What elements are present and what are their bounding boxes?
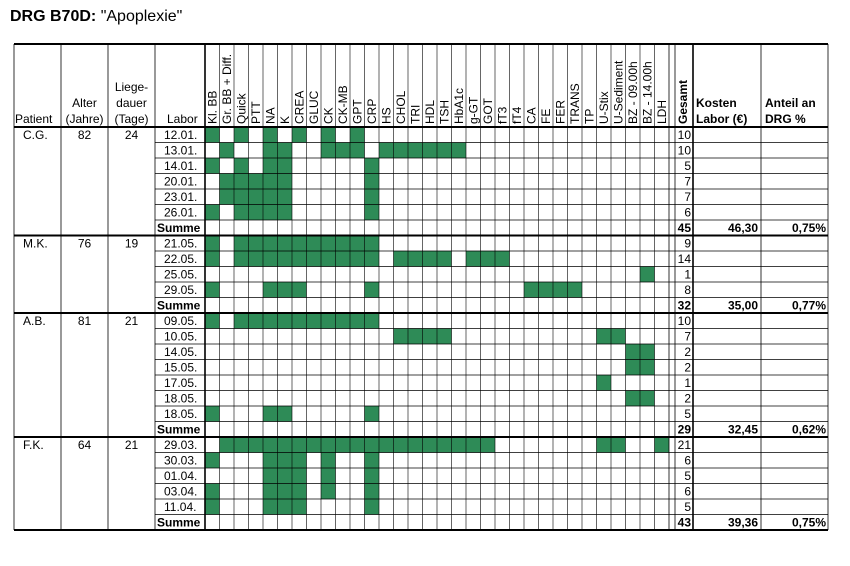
test-marker (234, 313, 249, 329)
test-marker (249, 205, 264, 221)
patient-tage: 21 (124, 438, 139, 452)
header-test: HS (379, 107, 394, 124)
test-marker (437, 437, 452, 453)
summe-anteil: 0,77% (791, 298, 826, 313)
labor-date: 30.03. (164, 453, 198, 468)
test-marker (321, 484, 336, 500)
summe-gesamt: 32 (677, 298, 691, 313)
test-marker (336, 313, 351, 329)
test-marker (263, 499, 278, 515)
test-marker (568, 282, 583, 298)
summe-kosten: 39,36 (727, 515, 758, 530)
test-marker (524, 282, 539, 298)
test-marker (423, 437, 438, 453)
test-marker (321, 313, 336, 329)
row-gesamt: 10 (677, 314, 691, 328)
summe-label: Summe (157, 515, 201, 530)
header-test: HbA1c (451, 87, 466, 124)
test-marker (205, 499, 220, 515)
test-marker (263, 468, 278, 484)
summe-anteil: 0,62% (791, 422, 826, 437)
test-marker (626, 360, 641, 376)
header-test: BZ - 14.00h (640, 61, 655, 124)
test-marker (365, 158, 380, 174)
test-marker (321, 453, 336, 469)
test-marker (205, 236, 220, 252)
test-marker (336, 236, 351, 252)
test-marker (263, 251, 278, 267)
test-marker (336, 251, 351, 267)
test-marker (452, 143, 467, 159)
test-marker (365, 174, 380, 190)
test-marker (205, 484, 220, 500)
row-gesamt: 5 (684, 407, 691, 421)
test-marker (205, 453, 220, 469)
summe-label: Summe (157, 221, 201, 235)
test-marker (292, 251, 307, 267)
test-marker (278, 437, 293, 453)
test-marker (553, 282, 568, 298)
header-liege: Liege- (114, 80, 149, 94)
labor-date: 25.05. (164, 267, 198, 282)
test-marker (321, 143, 336, 159)
test-marker (408, 437, 423, 453)
labor-date: 23.01. (164, 190, 198, 204)
row-gesamt: 7 (684, 190, 691, 204)
test-marker (597, 329, 612, 345)
test-marker (365, 205, 380, 221)
test-marker (292, 236, 307, 252)
test-marker (336, 143, 351, 159)
test-marker (205, 251, 220, 267)
labor-date: 15.05. (164, 360, 198, 375)
header-test: fT3 (495, 106, 510, 124)
row-gesamt: 9 (684, 236, 691, 251)
test-marker (321, 437, 336, 453)
test-marker (292, 282, 307, 298)
labor-date: 01.04. (164, 469, 198, 483)
test-marker (611, 437, 626, 453)
test-marker (437, 329, 452, 345)
labor-date: 17.05. (164, 376, 198, 390)
header-test: TRANS (567, 83, 582, 124)
header-test: CA (524, 107, 539, 124)
test-marker (365, 236, 380, 252)
header-labor: Labor (167, 112, 198, 126)
header-alter-unit: (Jahre) (65, 112, 104, 126)
test-marker (365, 453, 380, 469)
test-marker (278, 468, 293, 484)
test-marker (365, 406, 380, 422)
test-marker (278, 236, 293, 252)
test-marker (263, 174, 278, 190)
test-marker (292, 313, 307, 329)
patient-tage: 19 (124, 236, 139, 251)
test-marker (307, 236, 322, 252)
test-marker (278, 453, 293, 469)
test-marker (350, 127, 365, 143)
test-marker (365, 251, 380, 267)
test-marker (263, 406, 278, 422)
test-marker (626, 391, 641, 407)
test-marker (365, 468, 380, 484)
test-marker (234, 158, 249, 174)
header-test: CK (321, 107, 336, 124)
header-alter: Alter (72, 96, 97, 110)
test-marker (423, 329, 438, 345)
header-test: U-Sediment (611, 60, 626, 124)
test-marker (263, 143, 278, 159)
test-marker (263, 127, 278, 143)
test-marker (205, 205, 220, 221)
test-marker (249, 174, 264, 190)
test-marker (249, 251, 264, 267)
test-marker (292, 499, 307, 515)
test-marker (640, 391, 655, 407)
test-marker (611, 329, 626, 345)
summe-gesamt: 43 (677, 515, 691, 530)
test-marker (379, 437, 394, 453)
test-marker (350, 313, 365, 329)
test-marker (263, 189, 278, 205)
header-test: CHOL (393, 90, 408, 124)
row-gesamt: 21 (677, 438, 691, 452)
test-marker (249, 437, 264, 453)
test-marker (394, 329, 409, 345)
row-gesamt: 6 (684, 484, 691, 499)
row-gesamt: 2 (684, 391, 691, 406)
patient-name: A.B. (23, 314, 46, 328)
test-marker (539, 282, 554, 298)
summe-kosten: 46,30 (727, 221, 758, 235)
test-marker (220, 143, 235, 159)
header-test: PTT (248, 101, 263, 124)
test-marker (234, 174, 249, 190)
test-marker (278, 205, 293, 221)
header-test: FE (538, 108, 553, 124)
header-test: K (277, 115, 292, 124)
patient-name: M.K. (23, 236, 48, 251)
test-marker (321, 251, 336, 267)
header-test: TP (582, 108, 597, 124)
row-gesamt: 2 (684, 360, 691, 375)
summe-gesamt: 29 (677, 422, 691, 437)
test-marker (278, 251, 293, 267)
test-marker (249, 236, 264, 252)
header-test: U-Stix (596, 91, 611, 124)
test-marker (234, 205, 249, 221)
test-marker (263, 236, 278, 252)
labor-date: 29.03. (164, 438, 198, 452)
test-marker (365, 499, 380, 515)
header-test: GPT (350, 99, 365, 124)
header-anteil: Anteil an (765, 96, 816, 110)
test-marker (205, 313, 220, 329)
test-marker (292, 484, 307, 500)
row-gesamt: 10 (677, 128, 691, 142)
test-marker (379, 143, 394, 159)
header-test: Gr. BB + Diff. (219, 53, 234, 124)
test-marker (292, 127, 307, 143)
test-marker (394, 437, 409, 453)
test-marker (278, 406, 293, 422)
test-marker (423, 251, 438, 267)
labor-date: 11.04. (164, 500, 197, 514)
labor-date: 21.05. (164, 236, 198, 251)
test-marker (365, 437, 380, 453)
drg-name: "Apoplexie" (100, 8, 183, 25)
test-marker (249, 189, 264, 205)
header-test: TRI (408, 104, 423, 124)
labor-date: 22.05. (164, 252, 198, 266)
test-marker (205, 127, 220, 143)
labor-date: 13.01. (164, 143, 198, 158)
test-marker (263, 437, 278, 453)
header-test: CK-MB (335, 85, 350, 124)
test-marker (234, 127, 249, 143)
patient-tage: 24 (124, 128, 139, 142)
row-gesamt: 1 (684, 267, 691, 282)
test-marker (278, 143, 293, 159)
test-marker (597, 375, 612, 391)
test-marker (278, 313, 293, 329)
test-marker (263, 158, 278, 174)
test-marker (394, 143, 409, 159)
header-test: GOT (480, 98, 495, 124)
test-marker (307, 251, 322, 267)
header-test: HDL (422, 99, 437, 124)
summe-kosten: 32,45 (727, 422, 758, 437)
header-patient: Patient (15, 112, 53, 126)
row-gesamt: 6 (684, 453, 691, 468)
test-marker (408, 329, 423, 345)
patient-name: F.K. (23, 438, 44, 452)
labor-date: 18.05. (164, 391, 198, 406)
test-marker (234, 437, 249, 453)
test-marker (205, 282, 220, 298)
labor-date: 12.01. (164, 128, 198, 142)
test-marker (365, 189, 380, 205)
labor-date: 26.01. (164, 205, 198, 220)
test-marker (307, 313, 322, 329)
labor-date: 10.05. (164, 329, 198, 344)
test-marker (278, 158, 293, 174)
summe-label: Summe (157, 298, 201, 313)
header-test: g-GT (466, 96, 481, 124)
test-marker (263, 484, 278, 500)
row-gesamt: 14 (677, 252, 691, 266)
test-marker (321, 468, 336, 484)
header-test: LDH (654, 99, 669, 124)
test-marker (408, 143, 423, 159)
labor-date: 29.05. (164, 283, 198, 297)
test-marker (350, 143, 365, 159)
test-marker (292, 437, 307, 453)
test-marker (350, 251, 365, 267)
row-gesamt: 5 (684, 469, 691, 483)
test-marker (481, 251, 496, 267)
test-marker (292, 453, 307, 469)
test-marker (278, 282, 293, 298)
header-test: Kl. BB (205, 90, 220, 124)
test-marker (307, 437, 322, 453)
row-gesamt: 5 (684, 159, 691, 173)
patient-alter: 76 (77, 236, 92, 251)
row-gesamt: 2 (684, 345, 691, 359)
drg-code: DRG B70D: (10, 8, 97, 25)
test-marker (278, 174, 293, 190)
test-marker (640, 360, 655, 376)
test-marker (466, 437, 481, 453)
test-marker (278, 189, 293, 205)
test-marker (321, 236, 336, 252)
labor-date: 03.04. (164, 484, 198, 499)
test-marker (220, 437, 235, 453)
summe-anteil: 0,75% (791, 221, 826, 235)
test-marker (220, 189, 235, 205)
header-dauer: dauer (116, 96, 147, 110)
test-marker (640, 267, 655, 283)
test-marker (234, 189, 249, 205)
test-marker (365, 282, 380, 298)
labor-date: 09.05. (164, 314, 198, 328)
summe-gesamt: 45 (677, 221, 691, 235)
labor-date: 14.01. (164, 159, 198, 173)
header-test: FER (553, 100, 568, 124)
header-kosten-unit: Labor (€) (696, 112, 748, 126)
test-marker (263, 282, 278, 298)
test-marker (437, 143, 452, 159)
row-gesamt: 6 (684, 205, 691, 220)
header-test: TSH (437, 100, 452, 124)
header-test: CRP (364, 98, 379, 124)
header-test: CREA (292, 90, 307, 124)
patient-alter: 81 (77, 314, 92, 328)
test-marker (452, 437, 467, 453)
patient-name: C.G. (23, 128, 48, 142)
row-gesamt: 5 (684, 500, 691, 514)
test-marker (350, 437, 365, 453)
row-gesamt: 8 (684, 283, 691, 297)
labor-date: 18.05. (164, 407, 198, 421)
test-marker (263, 313, 278, 329)
test-marker (263, 453, 278, 469)
test-marker (394, 251, 409, 267)
test-marker (234, 236, 249, 252)
test-marker (597, 437, 612, 453)
header-test: fT4 (509, 106, 524, 124)
patient-tage: 21 (124, 314, 139, 328)
test-marker (263, 205, 278, 221)
summe-anteil: 0,75% (791, 515, 826, 530)
test-marker (481, 437, 496, 453)
header-kosten: Kosten (696, 96, 737, 110)
test-marker (365, 313, 380, 329)
test-marker (336, 437, 351, 453)
test-marker (278, 484, 293, 500)
patient-alter: 82 (77, 128, 92, 142)
summe-label: Summe (157, 422, 201, 437)
test-marker (655, 437, 670, 453)
test-marker (640, 344, 655, 360)
test-marker (495, 251, 510, 267)
test-marker (205, 158, 220, 174)
test-marker (626, 344, 641, 360)
header-anteil-unit: DRG % (765, 112, 806, 126)
header-test: GLUC (306, 90, 321, 124)
test-marker (466, 251, 481, 267)
test-marker (205, 406, 220, 422)
row-gesamt: 1 (684, 376, 691, 390)
test-marker (423, 143, 438, 159)
test-marker (321, 127, 336, 143)
row-gesamt: 7 (684, 329, 691, 344)
header-test: NA (263, 107, 278, 124)
test-marker (249, 313, 264, 329)
patient-alter: 64 (77, 438, 92, 452)
test-marker (408, 251, 423, 267)
test-marker (437, 251, 452, 267)
test-marker (350, 236, 365, 252)
labor-date: 14.05. (164, 345, 198, 359)
test-marker (365, 484, 380, 500)
row-gesamt: 10 (677, 143, 691, 158)
labor-date: 20.01. (164, 174, 198, 189)
test-marker (234, 251, 249, 267)
header-gesamt: Gesamt (676, 79, 690, 124)
test-marker (220, 174, 235, 190)
header-tage: (Tage) (114, 112, 149, 126)
row-gesamt: 7 (684, 174, 691, 189)
test-marker (278, 499, 293, 515)
header-test: Quick (234, 93, 249, 124)
test-marker (292, 468, 307, 484)
summe-kosten: 35,00 (727, 298, 758, 313)
header-test: BZ - 09.00h (625, 61, 640, 124)
